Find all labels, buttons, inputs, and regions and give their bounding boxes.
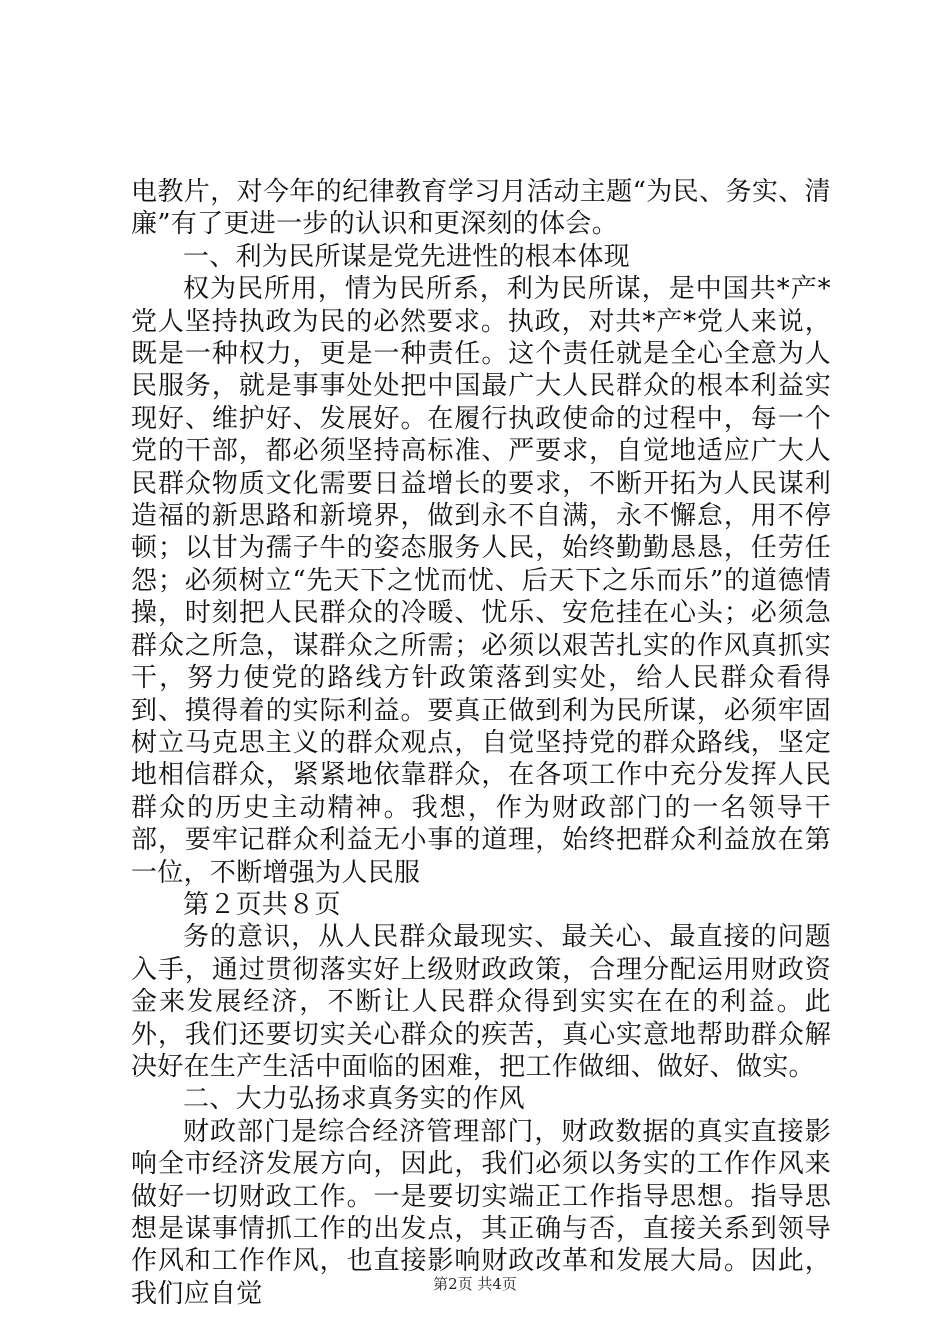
section-heading-2: 二、大力弘扬求真务实的作风 (183, 1084, 525, 1115)
inline-page-marker: 第２页共８页 (183, 889, 341, 920)
section-heading-1: 一、利为民所谋是党先进性的根本体现 (183, 241, 631, 272)
page-footer: 第2页 共4页 (433, 1275, 517, 1293)
paragraph-body: 权为民所用，情为民所系，利为民所谋，是中国共*产*党人坚持执政为民的必然要求。执政，对共*产*党人来说，既是一种权力，更是一种责任。这个责任就是全心全意为人民服务，就是事事处处把中国最广大人民群众的根本利益实现好、维护好、发展好。在履行执政使命的过程中，每一个党的干部，都必须坚持高标准、严要求，自觉地适应广大人民群众物质文化需要日益增长的要求，不断开拓为人民谋利造福的新思路和新境界，做到永不自满，永不懈怠，用不停顿；以甘为孺子牛的姿态服务人民，始终勤勤恳恳，任劳任怨；必须树立“先天下之忧而忧、后天下之乐而乐”的道德情操，时刻把人民群众的冷暖、忧乐、安危挂在心头；必须急群众之所急，谋群众之所需；必须以艰苦扎实的作风真抓实干，努力使党的路线方针政策落到实处，给人民群众看得到、摸得着的实际利益。要真正做到利为民所谋，必须牢固树立马克思主义的群众观点，自觉坚持党的群众路线，坚定地相信群众，紧紧地依靠群众，在各项工作中充分发挥人民群众的历史主动精神。我想，作为财政部门的一名领导干部，要牢记群众利益无小事的道理，始终把群众利益放在第一位，不断增强为人民服 (131, 274, 831, 888)
paragraph-body: 务的意识，从人民群众最现实、最关心、最直接的问题入手，通过贯彻落实好上级财政政策，合理分配运用财政资金来发展经济，不断让人民群众得到实实在在的利益。此外，我们还要切实关心群众的疾苦，真心实意地帮助群众解决好在生产生活中面临的困难，把工作做细、做好、做实。 (131, 922, 831, 1082)
paragraph-continuation: 电教片，对今年的纪律教育学习月活动主题“为民、务实、清廉”有了更进一步的认识和更深刻的体会。 (131, 177, 831, 240)
document-body (131, 176, 831, 1310)
paragraph-body: 财政部门是综合经济管理部门，财政数据的真实直接影响全市经济发展方向，因此，我们必须以务实的工作作风来做好一切财政工作。一是要切实端正工作指导思想。指导思想是谋事情抓工作的出发点，其正确与否，直接关系到领导作风和工作作风，也直接影响财政改革和发展大局。因此，我们应自觉 (131, 1116, 831, 1309)
